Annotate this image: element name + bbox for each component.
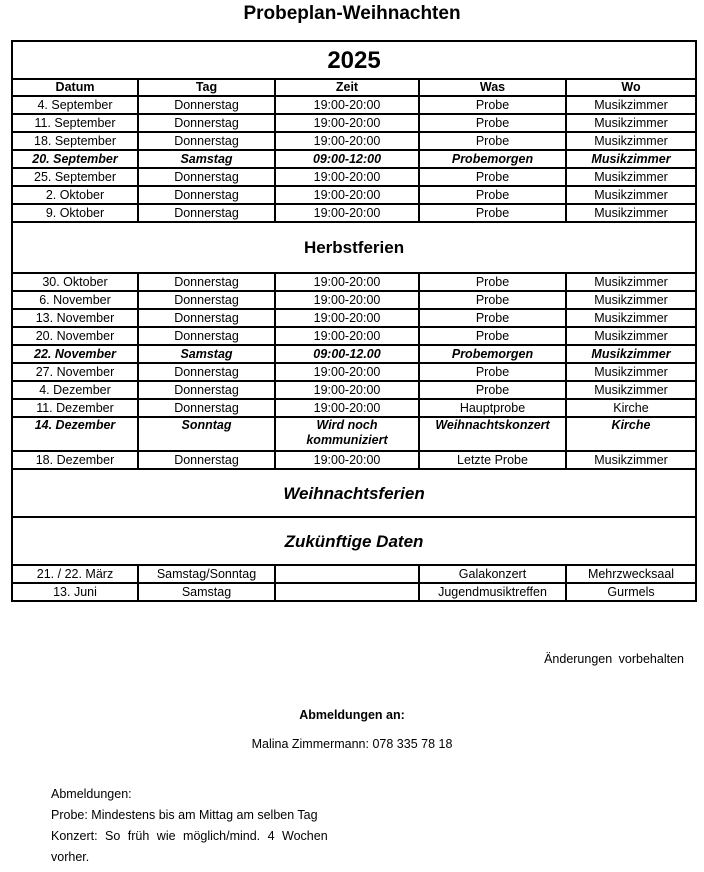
cell-datum: 20. November <box>12 327 138 345</box>
cell-tag: Samstag/Sonntag <box>138 565 275 583</box>
cell-datum: 4. Dezember <box>12 381 138 399</box>
cell-was: Jugendmusiktreffen <box>419 583 566 601</box>
cell-wo: Kirche <box>566 399 696 417</box>
year-heading: 2025 <box>12 41 696 79</box>
cell-was: Probe <box>419 381 566 399</box>
cell-was: Probe <box>419 96 566 114</box>
cell-datum: 11. September <box>12 114 138 132</box>
cell-was: Probe <box>419 309 566 327</box>
cell-tag: Donnerstag <box>138 186 275 204</box>
rule-konzert: Konzert: So früh wie möglich/mind. 4 Wochen vorher. <box>51 829 328 864</box>
cell-was: Probe <box>419 327 566 345</box>
cell-zeit: 19:00-20:00 <box>275 363 419 381</box>
abmeldungen-title: Abmeldungen an: <box>299 708 405 722</box>
section-heading-row <box>12 517 696 565</box>
cell-datum: 11. Dezember <box>12 399 138 417</box>
cell-was: Galakonzert <box>419 565 566 583</box>
header-was: Was <box>419 79 566 96</box>
cell-zeit: 19:00-20:00 <box>275 186 419 204</box>
cell-tag: Donnerstag <box>138 168 275 186</box>
cell-was: Probe <box>419 204 566 222</box>
header-datum: Datum <box>12 79 138 96</box>
table-row <box>12 168 696 186</box>
cell-zeit: 19:00-20:00 <box>275 273 419 291</box>
cell-datum: 13. Juni <box>12 583 138 601</box>
header-row <box>12 79 696 96</box>
cell-tag: Samstag <box>138 345 275 363</box>
table-row <box>12 150 696 168</box>
cell-tag: Donnerstag <box>138 96 275 114</box>
cell-datum: 2. Oktober <box>12 186 138 204</box>
cell-wo: Mehrzwecksaal <box>566 565 696 583</box>
table-row <box>12 291 696 309</box>
table-row <box>12 565 696 583</box>
cell-was: Probe <box>419 114 566 132</box>
table-row <box>12 345 696 363</box>
cell-wo: Musikzimmer <box>566 381 696 399</box>
cell-wo: Musikzimmer <box>566 451 696 469</box>
cell-zeit: 19:00-20:00 <box>275 399 419 417</box>
section-heading: Zukünftige Daten <box>12 517 696 565</box>
cell-tag: Donnerstag <box>138 399 275 417</box>
cell-wo: Musikzimmer <box>566 150 696 168</box>
cell-wo: Musikzimmer <box>566 132 696 150</box>
cell-zeit: 19:00-20:00 <box>275 132 419 150</box>
table-row <box>12 96 696 114</box>
header-wo: Wo <box>566 79 696 96</box>
changes-note: Änderungen vorbehalten <box>544 652 684 666</box>
cell-wo: Musikzimmer <box>566 273 696 291</box>
table-row <box>12 204 696 222</box>
cell-tag: Donnerstag <box>138 381 275 399</box>
cell-zeit: 19:00-20:00 <box>275 381 419 399</box>
cell-wo: Musikzimmer <box>566 204 696 222</box>
section-heading: Herbstferien <box>12 222 696 273</box>
contact-info: Malina Zimmermann: 078 335 78 18 <box>251 737 453 751</box>
year-row <box>12 41 696 79</box>
cell-zeit <box>275 583 419 601</box>
cell-tag: Donnerstag <box>138 273 275 291</box>
cell-datum: 20. September <box>12 150 138 168</box>
table-row <box>12 399 696 417</box>
cell-zeit: 19:00-20:00 <box>275 168 419 186</box>
cell-datum: 27. November <box>12 363 138 381</box>
cell-was: Probe <box>419 273 566 291</box>
cell-tag: Donnerstag <box>138 451 275 469</box>
table-row <box>12 273 696 291</box>
cell-datum: 30. Oktober <box>12 273 138 291</box>
cell-wo: Musikzimmer <box>566 345 696 363</box>
cell-tag: Donnerstag <box>138 309 275 327</box>
section-heading-row <box>12 469 696 517</box>
cell-was: Probe <box>419 186 566 204</box>
cell-datum: 22. November <box>12 345 138 363</box>
schedule-table <box>11 40 697 602</box>
cell-was: Probe <box>419 291 566 309</box>
cell-zeit: 19:00-20:00 <box>275 451 419 469</box>
rules-block <box>51 784 351 868</box>
table-row <box>12 417 696 451</box>
cell-tag: Donnerstag <box>138 291 275 309</box>
cell-was: Probe <box>419 363 566 381</box>
table-row <box>12 186 696 204</box>
cell-tag: Donnerstag <box>138 204 275 222</box>
cell-was: Hauptprobe <box>419 399 566 417</box>
cell-tag: Samstag <box>138 583 275 601</box>
cell-tag: Donnerstag <box>138 363 275 381</box>
cell-datum: 4. September <box>12 96 138 114</box>
cell-datum: 18. September <box>12 132 138 150</box>
cell-was: Probe <box>419 168 566 186</box>
cell-zeit: 19:00-20:00 <box>275 309 419 327</box>
document-title: Probeplan-Weihnachten <box>243 3 461 24</box>
table-row <box>12 114 696 132</box>
cell-datum: 13. November <box>12 309 138 327</box>
table-row <box>12 451 696 469</box>
table-row <box>12 309 696 327</box>
cell-zeit: 19:00-20:00 <box>275 96 419 114</box>
table-row <box>12 583 696 601</box>
cell-was: Letzte Probe <box>419 451 566 469</box>
rule-probe: Probe: Mindestens bis am Mittag am selben Tag <box>51 808 318 822</box>
cell-wo: Musikzimmer <box>566 309 696 327</box>
cell-wo: Musikzimmer <box>566 168 696 186</box>
cell-zeit: Wird noch kommuniziert <box>275 417 419 451</box>
cell-wo: Musikzimmer <box>566 291 696 309</box>
cell-datum: 21. / 22. März <box>12 565 138 583</box>
cell-zeit: 19:00-20:00 <box>275 291 419 309</box>
cell-tag: Samstag <box>138 150 275 168</box>
cell-tag: Donnerstag <box>138 114 275 132</box>
cell-wo: Musikzimmer <box>566 96 696 114</box>
cell-datum: 14. Dezember <box>12 417 138 451</box>
cell-datum: 6. November <box>12 291 138 309</box>
table-row <box>12 327 696 345</box>
table-row <box>12 132 696 150</box>
cell-datum: 9. Oktober <box>12 204 138 222</box>
rules-heading: Abmeldungen: <box>51 787 132 801</box>
table-row <box>12 363 696 381</box>
cell-wo: Gurmels <box>566 583 696 601</box>
header-tag: Tag <box>138 79 275 96</box>
section-heading-row <box>12 222 696 273</box>
cell-zeit: 19:00-20:00 <box>275 204 419 222</box>
cell-wo: Musikzimmer <box>566 327 696 345</box>
cell-datum: 25. September <box>12 168 138 186</box>
cell-was: Probemorgen <box>419 345 566 363</box>
cell-tag: Donnerstag <box>138 327 275 345</box>
cell-tag: Donnerstag <box>138 132 275 150</box>
cell-zeit: 19:00-20:00 <box>275 327 419 345</box>
cell-zeit: 09:00-12.00 <box>275 345 419 363</box>
cell-was: Weihnachtskonzert <box>419 417 566 451</box>
cell-datum: 18. Dezember <box>12 451 138 469</box>
table-row <box>12 381 696 399</box>
cell-wo: Musikzimmer <box>566 114 696 132</box>
section-heading: Weihnachtsferien <box>12 469 696 517</box>
cell-was: Probemorgen <box>419 150 566 168</box>
cell-wo: Musikzimmer <box>566 186 696 204</box>
cell-wo: Kirche <box>566 417 696 451</box>
cell-zeit: 19:00-20:00 <box>275 114 419 132</box>
header-zeit: Zeit <box>275 79 419 96</box>
cell-zeit <box>275 565 419 583</box>
cell-tag: Sonntag <box>138 417 275 451</box>
cell-was: Probe <box>419 132 566 150</box>
cell-zeit: 09:00-12:00 <box>275 150 419 168</box>
cell-wo: Musikzimmer <box>566 363 696 381</box>
